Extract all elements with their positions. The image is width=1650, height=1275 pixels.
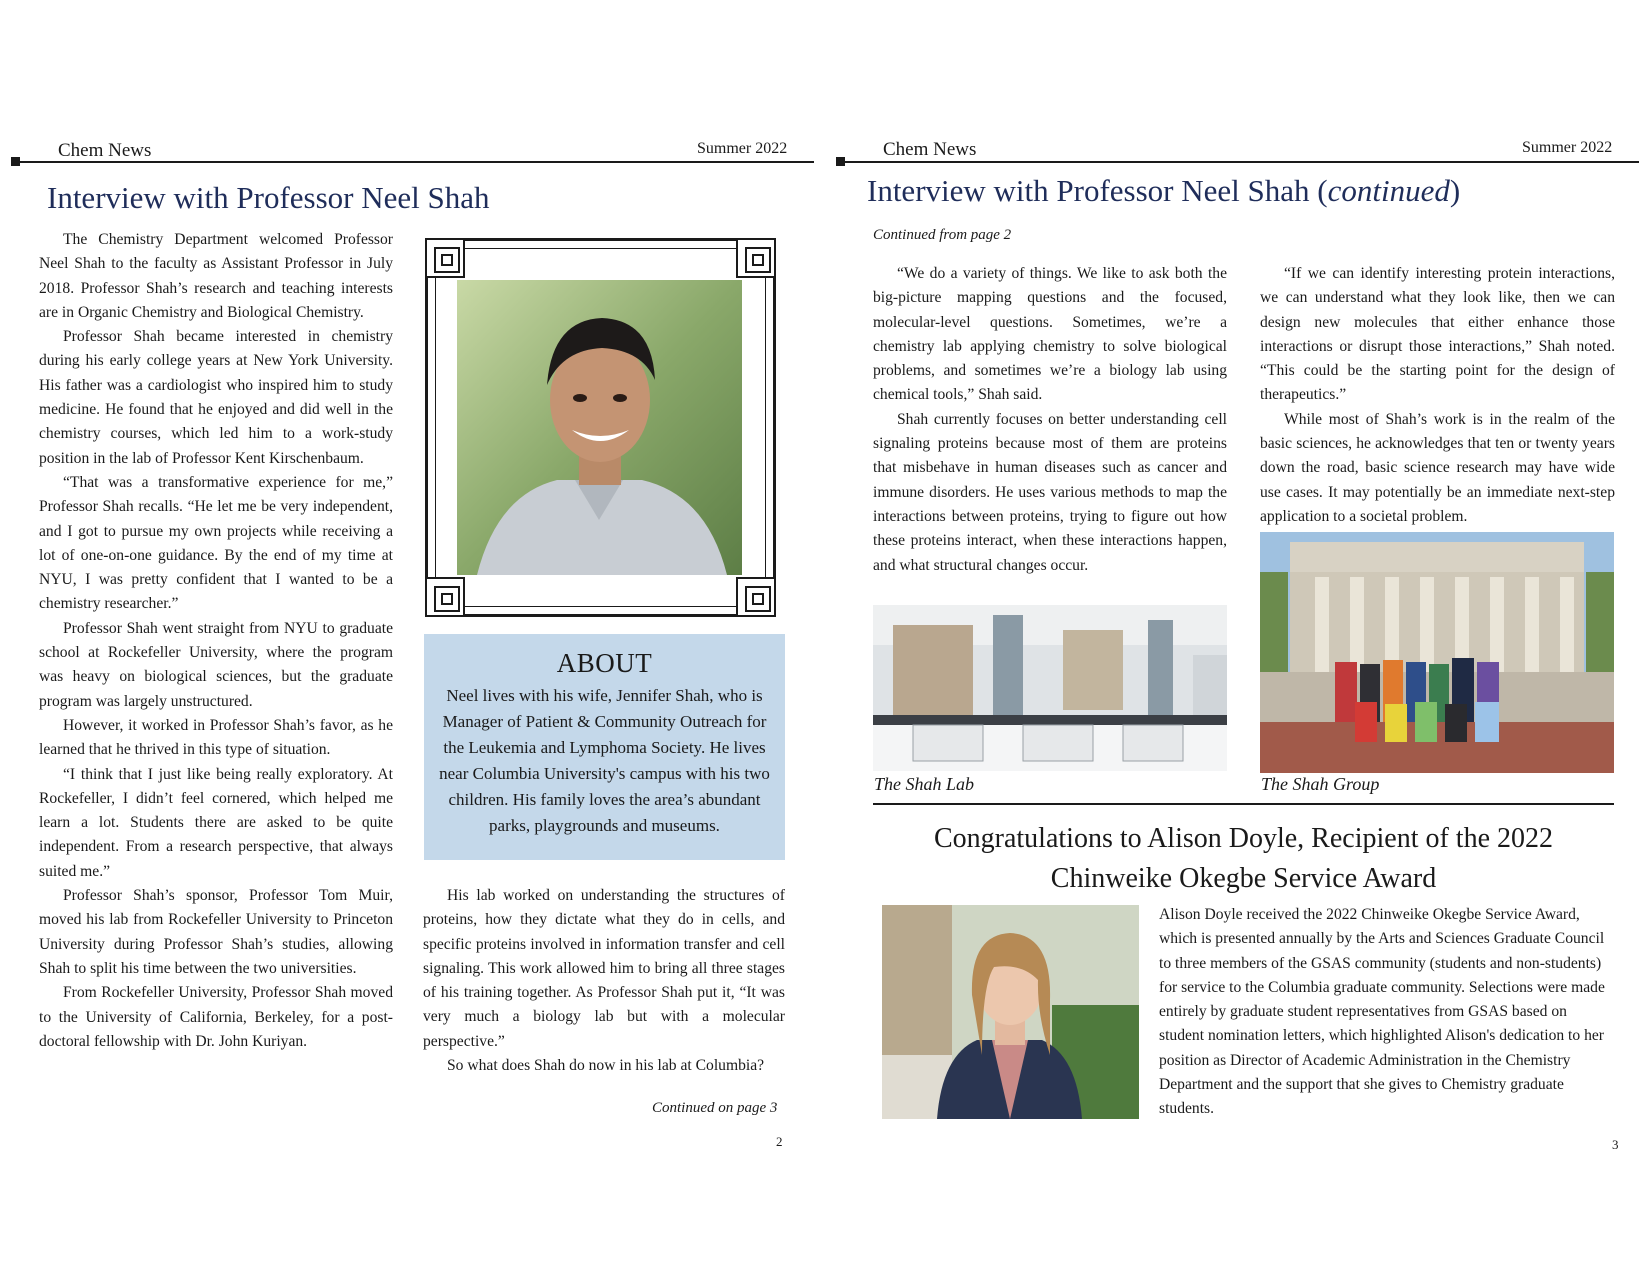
lab-photo [873,605,1227,771]
paragraph: From Rockefeller University, Professor Shah moved to the University of California, Berkeley, for a post-doctoral fellowship with Dr. John Kuriyan. [39,984,393,1050]
title-close: ) [1449,173,1461,208]
lab-photo-caption: The Shah Lab [874,774,975,794]
frame-corner-ornament [736,238,776,278]
portrait-photo [457,280,742,575]
award-text: Alison Doyle received the 2022 Chinweike Okegbe Service Award, which is presented annually by the Arts and Sciences Graduate Council to three members of the GSAS community (students and non-students) for service to the Columbia graduate community. Selections were made entirely by graduate student representatives from GSAS based on student nomination letters, which highlighted Alison's dedication to her position as Director of Academic Administration in the Chemistry Department and the support that she gives to Chemistry graduate students. [1159,906,1605,1118]
paragraph: Professor Shah became interested in chemistry during his early college years at New York University. His father was a cardiologist who inspired him to study medicine. He found that he enjoyed and did well in the chemistry courses, which led him to a work-study position in the lab of Professor Kent Kirschenbaum. [39,328,393,467]
article-title-continued [867,173,1460,209]
publication-name: Chem News [883,139,977,160]
issue-date: Summer 2022 [697,140,788,157]
article-column-4 [1260,262,1615,529]
paragraph: While most of Shah’s work is in the realm of the basic sciences, he acknowledges that ten or twenty years down the road, basic science research may have wide use cases. It may potentially be an immediate next-step application to a societal problem. [1260,410,1615,525]
paragraph: “That was a transformative experience for me,” Professor Shah recalls. “He let me be very independent, and I got to pursue my own projects while receiving a lot of one-on-one guidance. By the end of my time at NYU, I was pretty confident that I wanted to be a chemistry researcher.” [39,473,393,613]
about-text: Neel lives with his wife, Jennifer Shah, who is Manager of Patient & Community Outreach for the Leukemia and Lymphoma Society. He lives near Columbia University's campus with his two children. His family loves the area’s abundant parks, playgrounds and museums. [439,686,770,835]
frame-corner-ornament [736,577,776,617]
paragraph: “We do a variety of things. We like to ask both the big-picture mapping questions and the focused, molecular-level questions. Sometimes, we’re a chemistry lab applying chemistry to solve biological problems, and sometimes we’re a biology lab using chemical tools,” Shah said. [873,265,1227,404]
article-title: Interview with Professor Neel Shah [47,180,490,215]
award-title-line-2: Chinweike Okegbe Service Award [1050,863,1437,894]
frame-corner-ornament [425,238,465,278]
paragraph: However, it worked in Professor Shah’s favor, as he learned that he thrived in this type of situation. [39,716,393,759]
publication-name: Chem News [58,140,152,161]
paragraph: “I think that I just like being really exploratory. At Rockefeller, I didn’t feel cornered, which helped me learn a lot. Students there are asked to be quite independent. From a research perspective, that always suited me.” [39,765,393,880]
article-column-3 [873,262,1227,578]
header-rule-marker [11,157,20,166]
header-rule [14,161,814,163]
paragraph: Shah currently focuses on better understanding cell signaling proteins because most of them are proteins that misbehave in human diseases such as cancer and immune disorders. He uses various methods to map the interactions between proteins, trying to figure out how these proteins interact, when these interactions happen, and what structural changes occur. [873,410,1227,574]
paragraph: Professor Shah went straight from NYU to graduate school at Rockefeller University, where the program was heavy on biological sciences, but the graduate program was largely unstructured. [39,619,393,710]
article-column-2 [423,884,785,1078]
group-photo [1260,532,1614,773]
header-rule-marker [836,157,845,166]
page-number: 3 [1612,1137,1619,1152]
continued-from-note: Continued from page 2 [873,227,1012,243]
about-heading: ABOUT [556,648,653,678]
continued-on-note: Continued on page 3 [652,1100,778,1116]
paragraph: His lab worked on understanding the structures of proteins, how they dictate what they do in cells, and specific proteins involved in information transfer and cell signaling. This work allowed him to bring all three stages of his training together. As Professor Shah put it, “It was very much a biology lab but with a molecular perspective.” [423,887,785,1050]
paragraph: The Chemistry Department welcomed Professor Neel Shah to the faculty as Assistant Professor in July 2018. Professor Shah’s research and teaching interests are in Organic Chemistry and Biological Chemistry. [39,231,393,321]
section-divider [873,803,1614,805]
frame-corner-ornament [425,577,465,617]
page-number: 2 [776,1134,783,1149]
title-italic: continued [1327,173,1450,208]
award-title [873,819,1614,899]
paragraph: Professor Shah’s sponsor, Professor Tom Muir, moved his lab from Rockefeller University to Princeton University during Professor Shah’s studies, allowing Shah to split his time between the two universities. [39,887,393,977]
award-title-line-1: Congratulations to Alison Doyle, Recipient of the 2022 [933,823,1554,854]
issue-date: Summer 2022 [1522,139,1613,156]
group-photo-caption: The Shah Group [1261,774,1380,794]
title-main: Interview with Professor Neel Shah ( [867,173,1328,208]
header-rule [839,161,1639,163]
paragraph: “If we can identify interesting protein interactions, we can understand what they look like, then we can design new molecules that either enhance those interactions or disrupt those interactions,” Shah noted. “This could be the starting point for the design of therapeutics.” [1260,265,1615,404]
article-column-1 [39,228,393,1054]
award-recipient-photo [882,905,1139,1119]
about-box [424,634,785,860]
paragraph: So what does Shah do now in his lab at Columbia? [447,1057,765,1075]
